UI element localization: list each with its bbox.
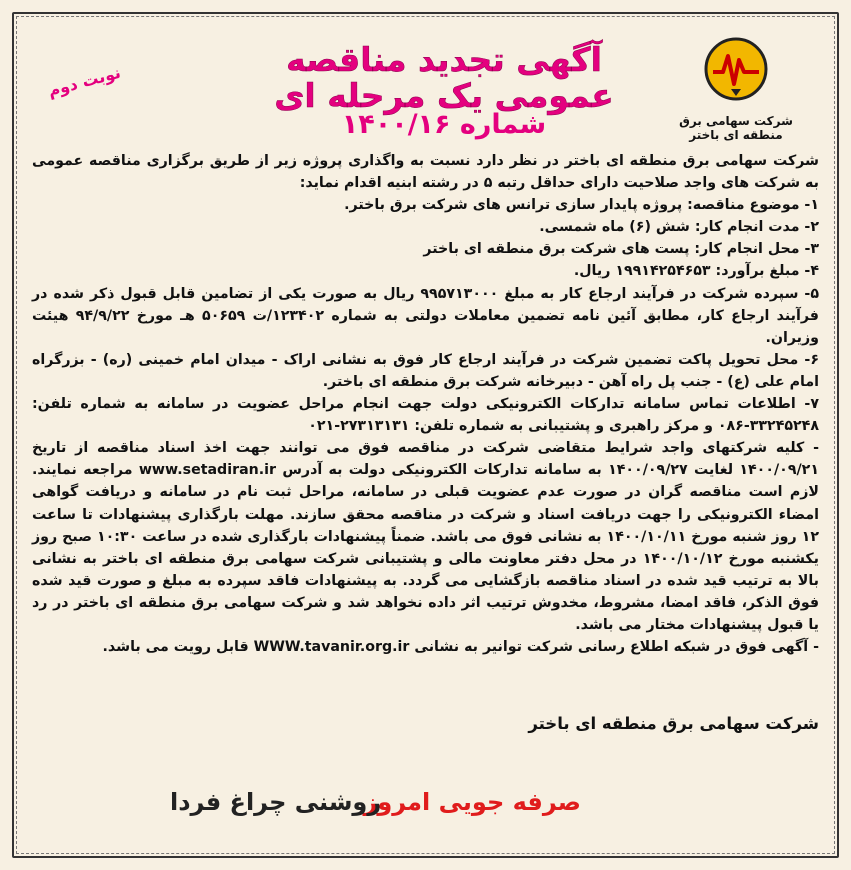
list-item: ۷- اطلاعات تماس سامانه تدارکات الکترونیکی دولت جهت انجام مراحل عضویت در سامانه به شماره تلفن: ۳۳۲۴۵۲۴۸-۰۸۶ و مرکز راهبری و پشتیبانی به شماره تلفن: ۲۷۳۱۳۱۳۱-۰۲۱: [32, 396, 819, 435]
intro-paragraph: شرکت سهامی برق منطقه ای باختر در نظر دارد نسبت به واگذاری پروژه زیر از طریق برگزاری مناقصه عمومی به شرکت های واجد صلاحیت دارای حداقل رتبه ۵ در رشته ابنیه اقدام نماید:: [32, 153, 819, 192]
slogans: [60, 780, 791, 830]
notice-body: [32, 150, 819, 710]
list-item: ۴- مبلغ برآورد: ۱۹۹۱۴۲۵۴۶۵۳ ریال.: [573, 263, 819, 280]
notice-header: [22, 22, 829, 142]
slogan-saving: صرفه جویی امروز: [363, 788, 581, 816]
list-item: ۳- محل انجام کار: پست های شرکت برق منطقه ای باختر: [423, 241, 819, 258]
company-name: شرکت سهامی برق منطقه ای باختر: [679, 114, 793, 142]
list-item: ۱- موضوع مناقصه: پروژه پایدار سازی ترانس های شرکت برق باختر.: [344, 197, 819, 214]
conditions-paragraph: - کلیه شرکتهای واجد شرایط متقاضی شرکت در مناقصه فوق می توانند جهت اخذ اسناد مناقصه از تاریخ ۱۴۰۰/۰۹/۲۱ لغایت ۱۴۰۰/۰۹/۲۷ به سامانه تدارکات الکترونیکی دولت به آدرس www.setadiran.ir مراجعه نمایند. لازم است مناقصه گران در صورت عدم عضویت قبلی در سامانه، مراحل ثبت نام در سامانه و دریافت گواهی امضاء الکترونیکی را جهت دریافت اسناد و شرکت در مناقصه محقق سازند. مهلت بارگذاری پیشنهادات تا ساعت ۱۲ روز شنبه مورخ ۱۴۰۰/۱۰/۱۱ به نشانی فوق می باشد. ضمناً پیشنهادات بارگذاری شده در ساعت ۱۰:۳۰ صبح روز یکشنبه مورخ ۱۴۰۰/۱۰/۱۲ در محل دفتر معاونت مالی و پشتیبانی شرکت سهامی برق منطقه ای باختر به نشانی بالا به ترتیب قید شده در اسناد مناقصه بازگشایی می گردد. به پیشنهادات فاقد سپرده به مبلغ و صورت قید شده فوق الذکر، فاقد امضا، مشروط، مخدوش ترتیب اثر داده نخواهد شد و شرکت سهامی برق منطقه ای باختر در رد یا قبول پیشنهادات مختار می باشد.: [32, 440, 819, 633]
publication-round: نوبت دوم: [45, 62, 123, 101]
slogan-light: روشنی چراغ فردا: [170, 788, 382, 816]
signature: شرکت سهامی برق منطقه ای باختر: [528, 714, 819, 733]
list-item: ۶- محل تحویل پاکت تضمین شرکت در فرآیند ارجاع کار فوق به نشانی اراک - میدان امام خمینی (ره) - بزرگراه امام علی (ع) - جنب پل راه آهن - دبیرخانه شرکت برق منطقه ای باختر.: [32, 351, 819, 390]
electricity-logo-icon: [701, 34, 771, 104]
notice-title: آگهی تجدید مناقصه عمومی یک مرحله ای: [274, 40, 614, 116]
tavanir-note: - آگهی فوق در شبکه اطلاع رسانی شرکت توانیر به نشانی WWW.tavanir.org.ir قابل رویت می باشد.: [102, 639, 819, 656]
notice-number: شماره ۱۴۰۰/۱۶: [341, 109, 547, 140]
list-item: ۲- مدت انجام کار: شش (۶) ماه شمسی.: [539, 219, 819, 236]
list-item: ۵- سپرده شرکت در فرآیند ارجاع کار به مبلغ ۹۹۵۷۱۳۰۰۰ ریال به صورت یکی از تضامین قابل قبول ذکر شده در فرآیند ارجاع کار، مطابق آئین نامه تضمین معاملات دولتی به شماره ۱۲۳۴۰۲/ت ۵۰۶۵۹ هـ مورخ ۹۴/۹/۲۲ هیئت وزیران.: [32, 285, 819, 346]
company-logo: [661, 34, 811, 146]
